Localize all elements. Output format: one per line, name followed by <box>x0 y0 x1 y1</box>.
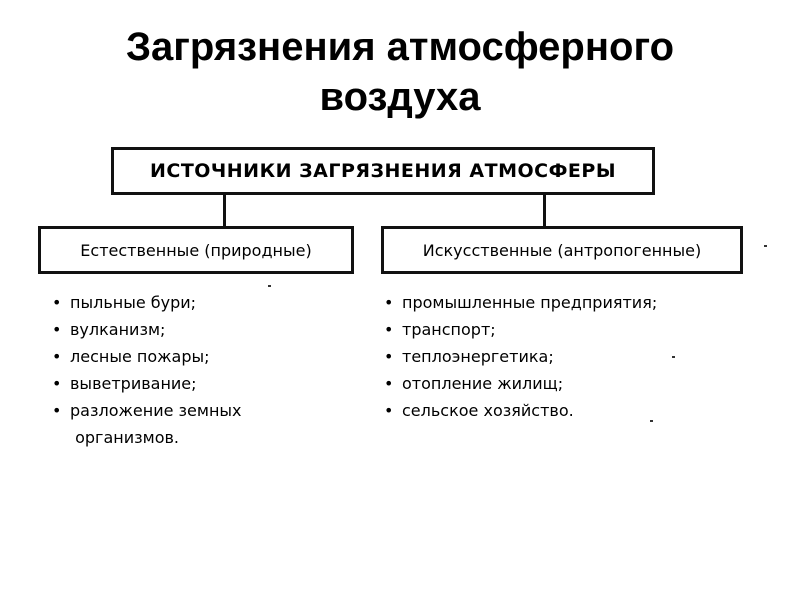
bullet-icon: • <box>384 374 394 393</box>
list-item <box>384 289 754 316</box>
list-item <box>52 370 352 397</box>
connector-right <box>543 195 546 226</box>
list-item <box>52 397 352 451</box>
branch-node-anthropogenic-label: Искусственные (антропогенные) <box>422 240 702 260</box>
page-title <box>0 22 800 122</box>
list-item <box>52 289 352 316</box>
branch-node-natural-label: Естественные (природные) <box>80 240 312 260</box>
list-item-text: лесные пожары; <box>70 347 210 366</box>
list-item <box>52 343 352 370</box>
list-item-text: теплоэнергетика; <box>402 347 554 366</box>
list-item <box>384 343 754 370</box>
bullet-icon: • <box>52 401 62 420</box>
list-item-text: разложение земных организмов. <box>70 401 242 447</box>
natural-sources-list <box>52 289 352 451</box>
list-item-text: выветривание; <box>70 374 197 393</box>
branch-node-anthropogenic <box>381 226 743 274</box>
list-item-text: промышленные предприятия; <box>402 293 658 312</box>
bullet-icon: • <box>384 347 394 366</box>
bullet-icon: • <box>52 374 62 393</box>
connector-left <box>223 195 226 226</box>
title-line-2: воздуха <box>319 75 481 119</box>
bullet-icon: • <box>52 347 62 366</box>
list-item <box>384 316 754 343</box>
scan-speck <box>650 420 653 422</box>
anthropogenic-sources-list <box>384 289 754 424</box>
bullet-icon: • <box>52 320 62 339</box>
scan-speck <box>672 356 675 358</box>
list-item-text: пыльные бури; <box>70 293 197 312</box>
list-item <box>384 370 754 397</box>
scan-speck <box>764 245 767 247</box>
root-node <box>111 147 655 195</box>
bullet-icon: • <box>52 293 62 312</box>
root-node-label: ИСТОЧНИКИ ЗАГРЯЗНЕНИЯ АТМОСФЕРЫ <box>149 160 617 182</box>
bullet-icon: • <box>384 293 394 312</box>
list-item-text: сельское хозяйство. <box>402 401 574 420</box>
scan-speck <box>268 285 271 287</box>
bullet-icon: • <box>384 320 394 339</box>
bullet-icon: • <box>384 401 394 420</box>
title-line-1: Загрязнения атмосферного <box>125 25 675 69</box>
branch-node-natural <box>38 226 354 274</box>
list-item-text: отопление жилищ; <box>402 374 564 393</box>
list-item <box>384 397 754 424</box>
list-item <box>52 316 352 343</box>
list-item-text: вулканизм; <box>70 320 166 339</box>
list-item-text: транспорт; <box>402 320 496 339</box>
